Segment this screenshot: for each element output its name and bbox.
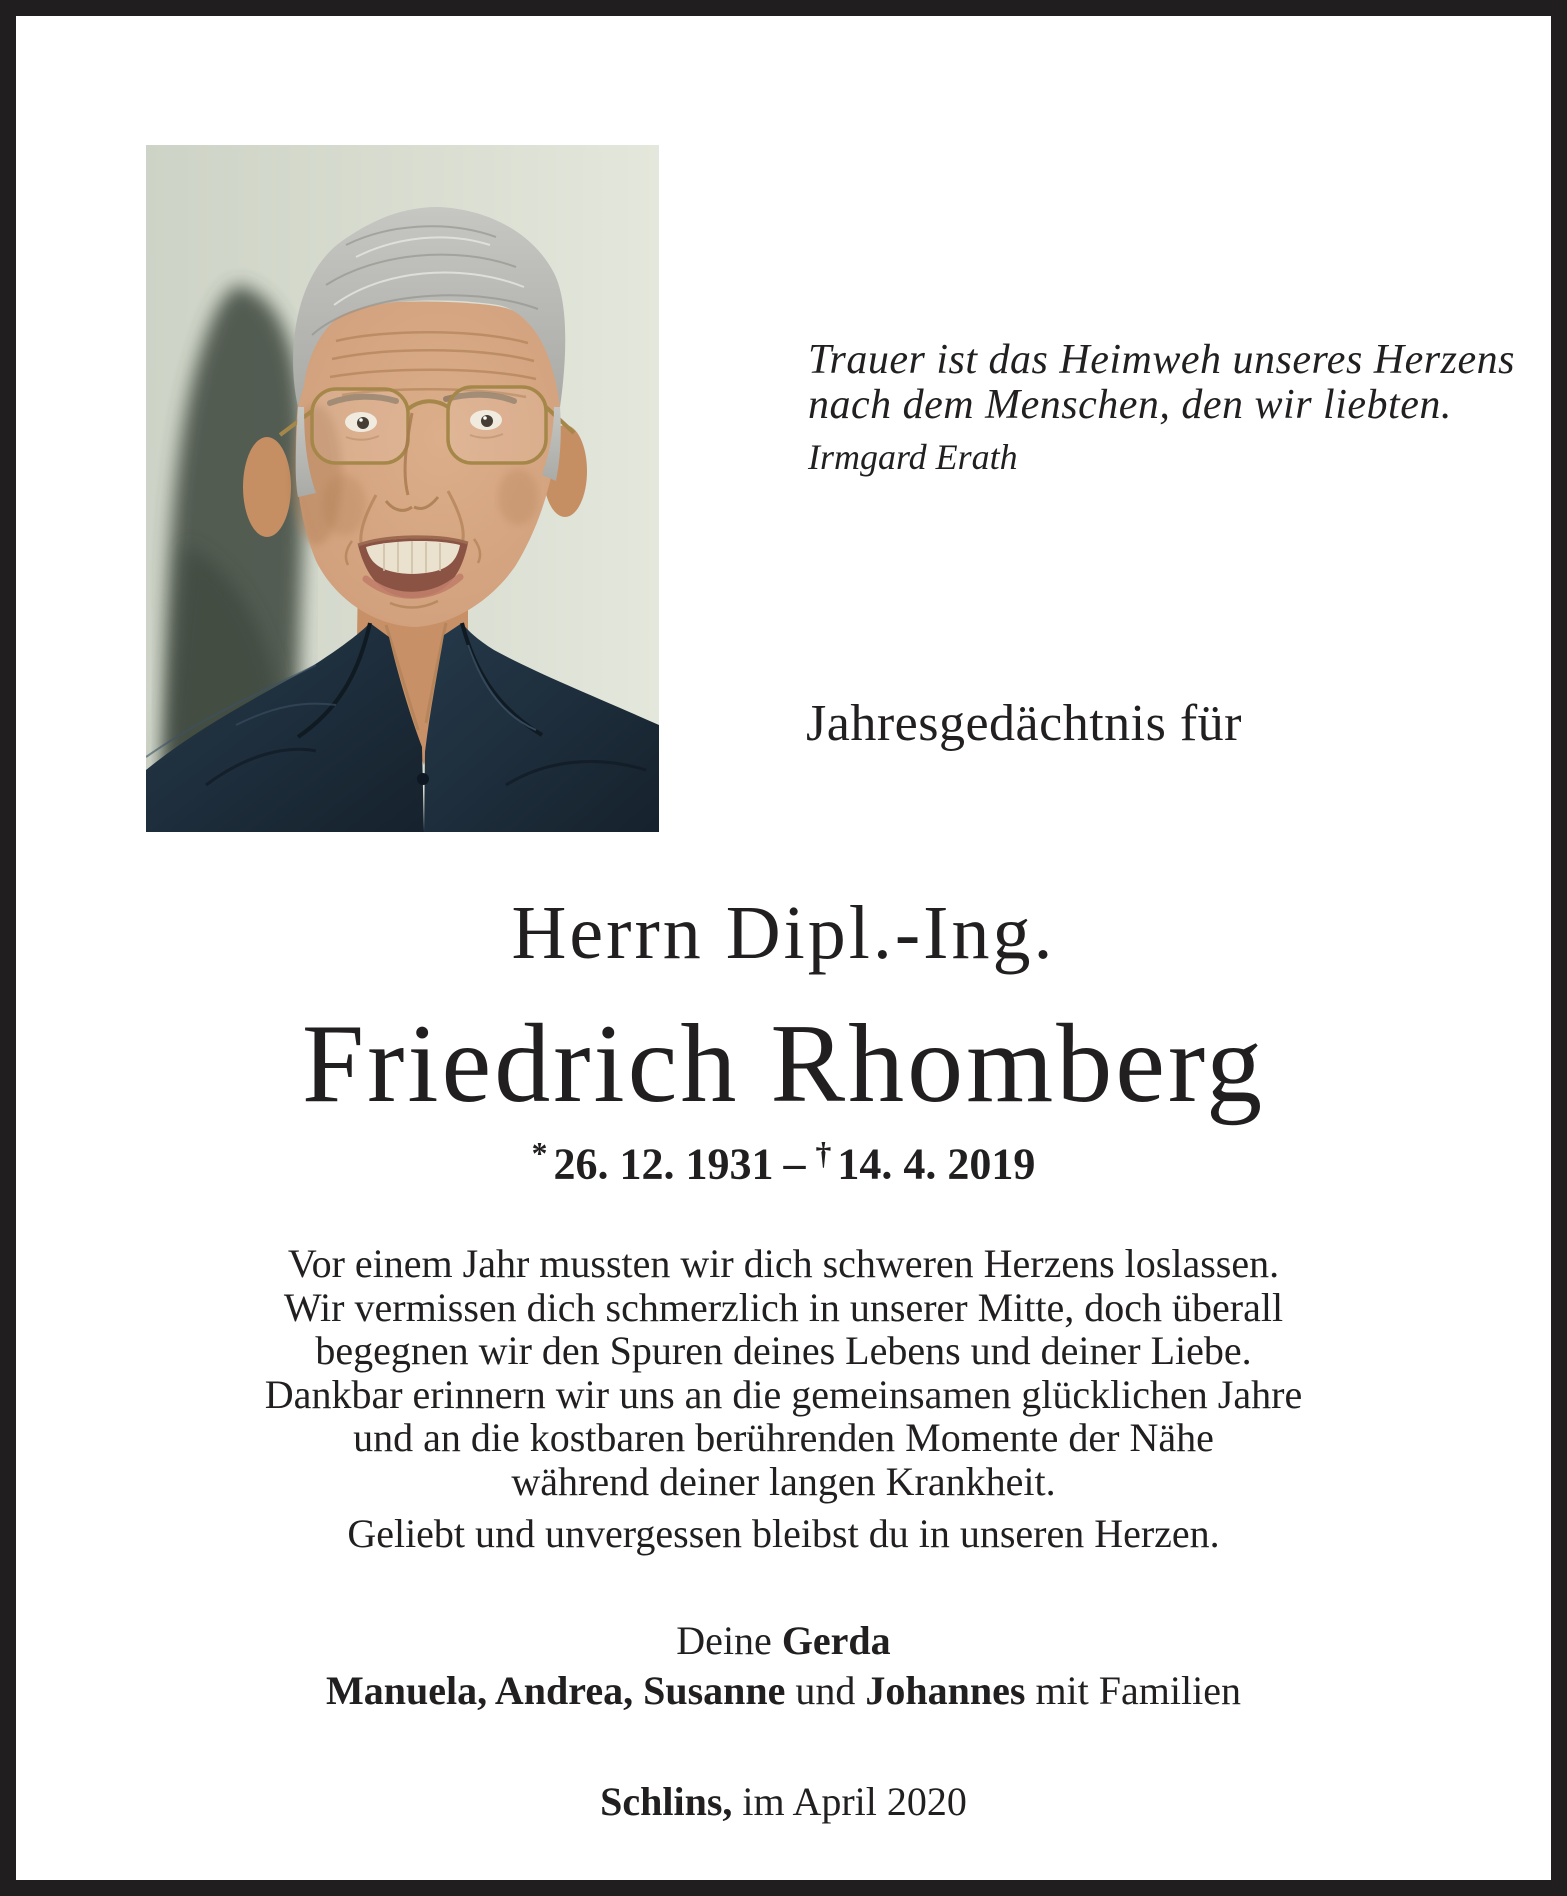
dates-separator: – bbox=[783, 1139, 806, 1189]
mourners-line-2 bbox=[32, 1667, 1535, 1714]
quote-attribution bbox=[808, 436, 1018, 478]
mourners-line-1 bbox=[32, 1617, 1535, 1664]
text-line: nach dem Menschen, den wir liebten. bbox=[808, 382, 1452, 428]
quote-author: Irmgard Erath bbox=[808, 437, 1018, 477]
birth-date: 26. 12. 1931 bbox=[553, 1139, 774, 1189]
text-segment: Manuela, Andrea, Susanne bbox=[326, 1668, 786, 1713]
photo-cheek-left bbox=[322, 475, 366, 535]
text-segment: Schlins, bbox=[600, 1779, 733, 1824]
birth-star-icon: * bbox=[531, 1136, 548, 1171]
text-segment: Gerda bbox=[781, 1618, 891, 1663]
photo-cheek-right bbox=[498, 469, 538, 525]
text-segment: mit Familien bbox=[1025, 1668, 1241, 1713]
photo-ear-left bbox=[243, 437, 291, 537]
death-cross-icon: † bbox=[815, 1136, 832, 1171]
deceased-name: Friedrich Rhomberg bbox=[301, 1002, 1266, 1126]
text-segment: und bbox=[785, 1668, 866, 1713]
quote-block bbox=[808, 338, 1515, 428]
text-line: Wir vermissen dich schmerzlich in unserer Mitte, doch überall bbox=[283, 1284, 1284, 1330]
text-segment: Deine bbox=[676, 1618, 782, 1663]
text-line: Vor einem Jahr mussten wir dich schweren Herzens loslassen. bbox=[287, 1241, 1280, 1286]
text-segment: Johannes bbox=[865, 1668, 1026, 1713]
memorial-type-heading: Jahresgedächtnis für bbox=[806, 695, 1242, 752]
place-date-line bbox=[32, 1778, 1535, 1825]
photo-shirt-button bbox=[417, 773, 429, 785]
text-line: und an die kostbaren berührenden Momente der Nähe bbox=[353, 1415, 1214, 1460]
portrait-photo bbox=[146, 145, 659, 832]
memorial-text bbox=[32, 1242, 1535, 1503]
text-line: Trauer ist das Heimweh unseres Herzens bbox=[808, 337, 1515, 383]
text-segment: im April 2020 bbox=[732, 1779, 967, 1824]
honorific-line: Herrn Dipl.-Ing. bbox=[511, 891, 1056, 975]
text-line: Dankbar erinnern wir uns an die gemeinsamen glücklichen Jahre bbox=[264, 1371, 1303, 1417]
life-dates bbox=[32, 1136, 1535, 1189]
death-date: 14. 4. 2019 bbox=[837, 1139, 1036, 1189]
text-line: begegnen wir den Spuren deines Lebens und deiner Liebe. bbox=[315, 1328, 1252, 1373]
text-line: während deiner langen Krankheit. bbox=[511, 1458, 1056, 1504]
closing-line: Geliebt und unvergessen bleibst du in unseren Herzen. bbox=[347, 1511, 1220, 1556]
